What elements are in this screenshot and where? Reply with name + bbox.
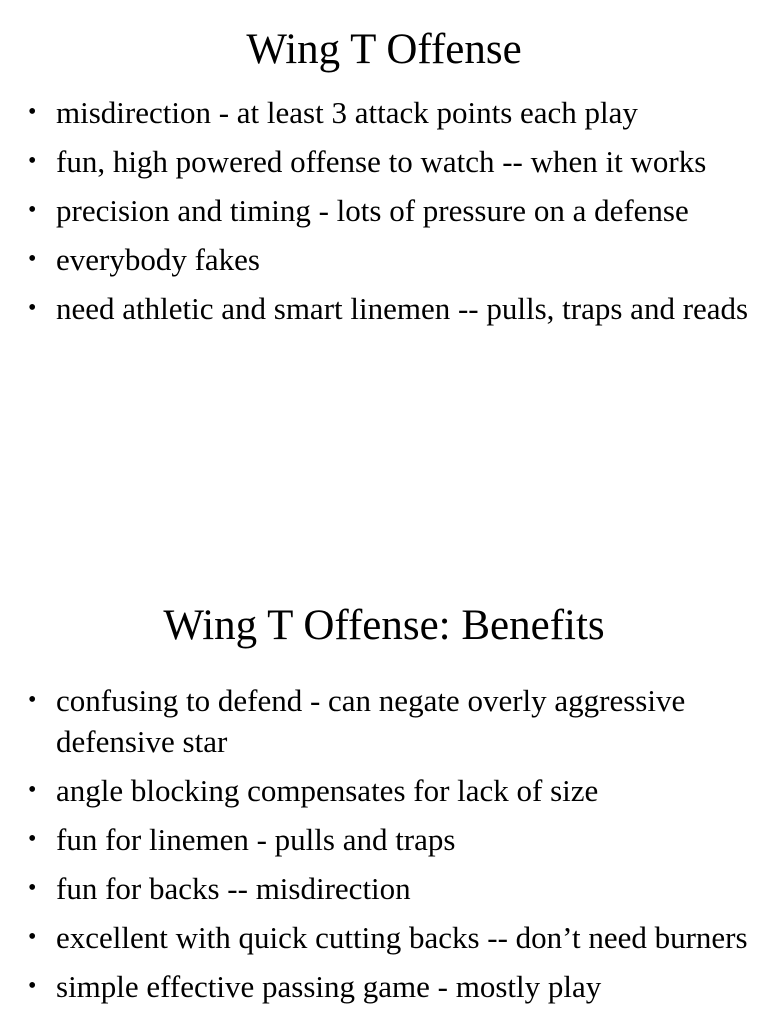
bullet-item [0, 239, 768, 280]
bullet-text: simple effective passing game - mostly play [56, 969, 602, 1004]
bullet-item [0, 868, 768, 909]
bullet-list [0, 92, 768, 329]
bullet-text: everybody fakes [56, 242, 260, 277]
bullet-text: excellent with quick cutting backs -- don’t need burners [56, 920, 748, 955]
slide-wing-t-offense [0, 0, 768, 337]
bullet-text: misdirection - at least 3 attack points each play [56, 95, 638, 130]
bullet-icon: • [28, 924, 37, 950]
bullet-icon: • [28, 197, 37, 223]
bullet-list [0, 680, 768, 1007]
bullet-item [0, 190, 768, 231]
bullet-icon: • [28, 973, 37, 999]
bullet-text: fun for backs -- misdirection [56, 871, 411, 906]
bullet-item [0, 680, 768, 762]
bullet-item [0, 141, 768, 182]
bullet-text: precision and timing - lots of pressure on a defense [56, 193, 689, 228]
bullet-item [0, 966, 768, 1007]
bullet-item [0, 819, 768, 860]
bullet-text: need athletic and smart linemen -- pulls, traps and reads [56, 291, 749, 326]
bullet-icon: • [28, 777, 37, 803]
bullet-text: confusing to defend - can negate overly aggressive defensive star [56, 683, 686, 759]
bullet-icon: • [28, 875, 37, 901]
bullet-text: fun, high powered offense to watch -- when it works [56, 144, 707, 179]
bullet-item [0, 917, 768, 958]
slide-title: Wing T Offense: Benefits [163, 602, 605, 649]
bullet-icon: • [28, 826, 37, 852]
bullet-icon: • [28, 99, 37, 125]
slide-title: Wing T Offense [246, 26, 522, 73]
slide-wing-t-benefits [0, 580, 768, 1015]
bullet-icon: • [28, 687, 37, 713]
bullet-text: angle blocking compensates for lack of size [56, 773, 599, 808]
bullet-item [0, 92, 768, 133]
bullet-text: fun for linemen - pulls and traps [56, 822, 456, 857]
bullet-item [0, 770, 768, 811]
bullet-item [0, 288, 768, 329]
bullet-icon: • [28, 246, 37, 272]
bullet-icon: • [28, 295, 37, 321]
bullet-icon: • [28, 148, 37, 174]
